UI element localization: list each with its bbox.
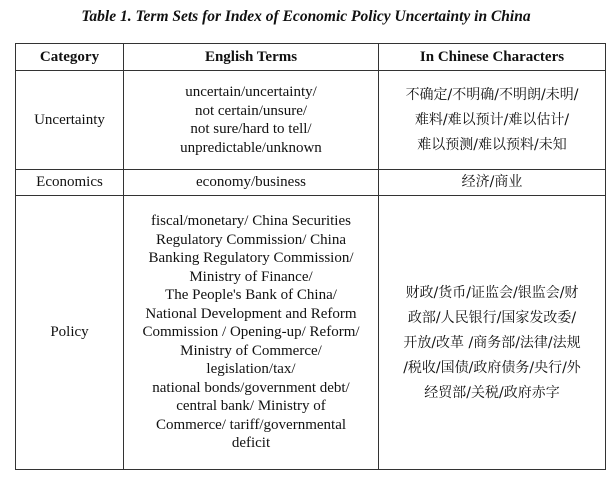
chinese-line: 难以预测/难以预料/未知: [417, 136, 567, 153]
text-line: central bank/ Ministry of: [176, 398, 326, 415]
chinese-cell: 经济/商业: [379, 170, 606, 196]
table-title: Table 1. Term Sets for Index of Economic Policy Uncertainty in China: [81, 8, 531, 25]
text-line: legislation/tax/: [206, 361, 296, 378]
text-line: Commission / Opening-up/ Reform/: [142, 324, 360, 341]
text-line: Ministry of Commerce/: [180, 342, 322, 359]
english-line: not certain/unsure/: [194, 102, 308, 119]
english-cell: economy/business: [124, 170, 379, 196]
english-cell: [124, 71, 379, 170]
table-row: [16, 71, 606, 170]
chinese-line: 不确定/不明确/不明朗/未明/: [405, 86, 579, 103]
text-line: 开放/改革 /商务部/法律/法规: [403, 335, 581, 351]
header-english: English Terms: [124, 44, 379, 71]
english-line: unpredictable/unknown: [180, 139, 322, 156]
header-chinese: In Chinese Characters: [379, 44, 606, 71]
text-line: Banking Regulatory Commission/: [148, 250, 354, 267]
text-line: 财政/货币/证监会/银监会/财: [405, 285, 579, 301]
term-sets-table: [15, 43, 606, 470]
text-line: national bonds/government debt/: [152, 379, 350, 396]
text-line: 政部/人民银行/国家发改委/: [407, 310, 577, 326]
chinese-cell: [379, 71, 606, 170]
table-row: [16, 170, 606, 196]
text-line: 经贸部/关税/政府赤字: [424, 385, 560, 401]
text-line: fiscal/monetary/ China Securities: [151, 213, 351, 230]
table-row: [16, 196, 606, 470]
english-line: uncertain/uncertainty/: [185, 84, 317, 100]
chinese-cell: [379, 196, 606, 470]
text-line: deficit: [231, 435, 271, 452]
english-cell: [124, 196, 379, 470]
english-line: not sure/hard to tell/: [190, 121, 312, 137]
header-category: Category: [16, 44, 124, 71]
text-line: National Development and Reform: [145, 305, 357, 322]
chinese-line: 难料/难以预计/难以估计/: [414, 111, 570, 128]
category-cell: Policy: [16, 196, 124, 470]
text-line: /税收/国债/政府债务/央行/外: [403, 360, 581, 376]
header-row: [16, 44, 606, 71]
text-line: Ministry of Finance/: [189, 268, 313, 285]
category-cell: Uncertainty: [16, 71, 124, 170]
text-line: The People's Bank of China/: [165, 287, 337, 304]
category-cell: Economics: [16, 170, 124, 196]
text-line: Commerce/ tariff/governmental: [155, 416, 347, 433]
text-line: Regulatory Commission/ China: [156, 231, 346, 248]
